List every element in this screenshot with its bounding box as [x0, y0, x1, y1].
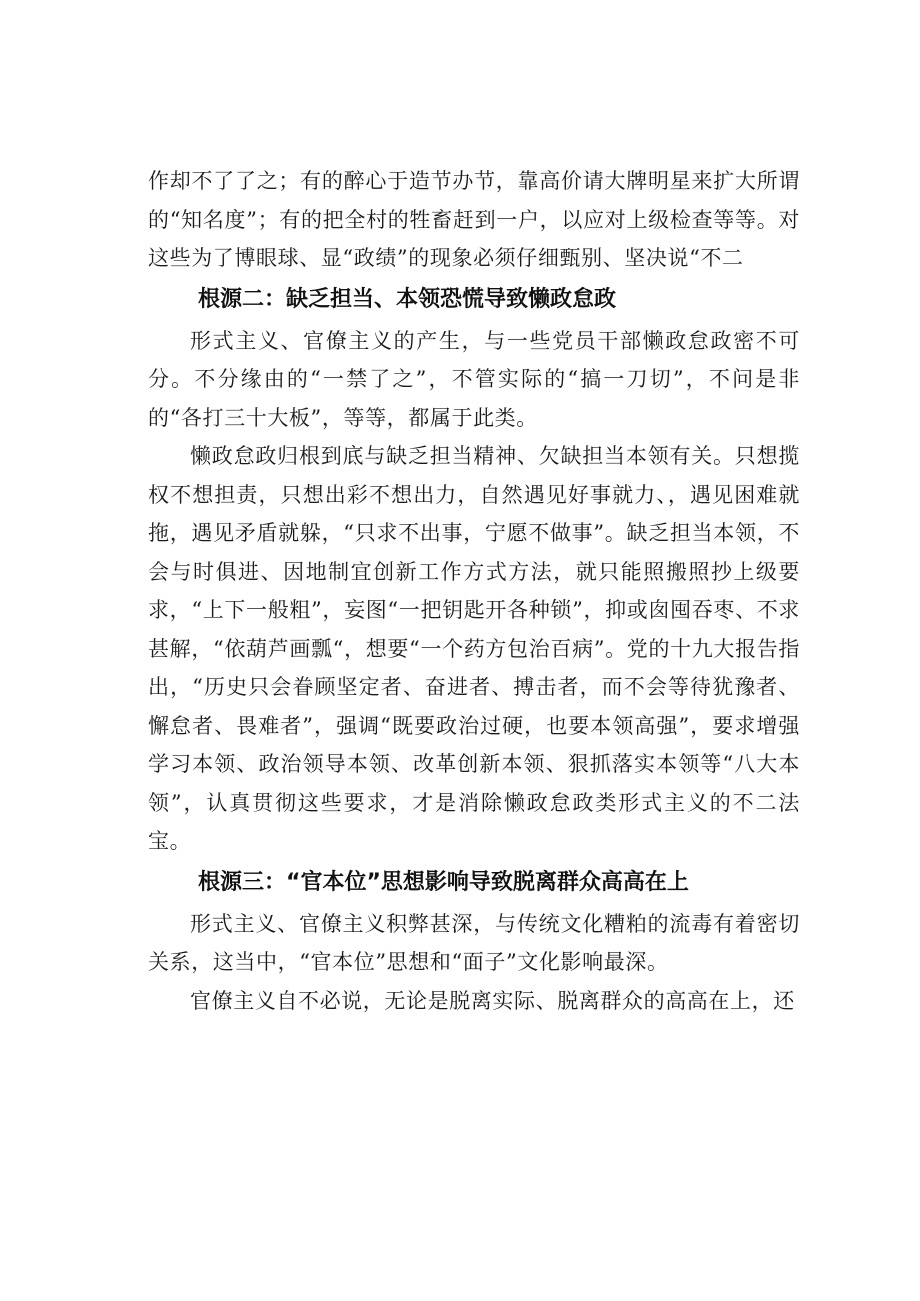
section-2-heading: 根源二：缺乏担当、本领恐慌导致懒政怠政: [198, 286, 617, 312]
section-2-paragraph-2: 懒政怠政归根到底与缺乏担当精神、欠缺担当本领有关。只想揽权不想担责，只想出彩不想出力，自然遇见好事就力、，遇见困难就拖，遇见矛盾就躲，“只求不出事，宁愿不做事”。缺乏担当本领，不会与时俱进、因地制宜创新工作方式方法，就只能照搬照抄上级要求，“上下一般粗”，妄图“一把钥匙开各种锁”，抑或囱囤吞枣、不求甚解，“依葫芦画瓢“，想要“一个药方包治百病”。党的十九大报告指出，“历史只会眷顾坚定者、奋进者、搏击者，而不会等待犹豫者、懈怠者、畏难者”，强调“既要政治过硬，也要本领高强”，要求增强学习本领、政治领导本领、改革创新本领、狠抓落实本领等“八大本领”，认真贯彻这些要求，才是消除懒政怠政类形式主义的不二法宝。: [148, 444, 800, 853]
section-2-paragraph-1: 形式主义、官僚主义的产生，与一些党员干部懒政怠政密不可分。不分缘由的“一禁了之”，不管实际的“搞一刀切”，不问是非的“各打三十大板”，等等，都属于此类。: [148, 328, 800, 430]
continuation-paragraph: 作却不了了之；有的醉心于造节办节，靠高价请大牌明星来扩大所谓的“知名度”；有的把全村的牲畜赶到一户，以应对上级检查等等。对这些为了博眼球、显“政绩”的现象必须仔细甄别、坚决说“不二: [148, 169, 800, 270]
section-3-paragraph-2: 官僚主义自不必说，无论是脱离实际、脱离群众的高高在上，还: [190, 988, 795, 1013]
section-3-paragraph-1: 形式主义、官僚主义积弊甚深，与传统文化糟粕的流毒有着密切关系，这当中，“官本位”思想和“面子”文化影响最深。: [148, 911, 800, 974]
section-3-heading: 根源三：“官本位”思想影响导致脱离群众高高在上: [198, 869, 689, 895]
document-body: [148, 162, 800, 1020]
